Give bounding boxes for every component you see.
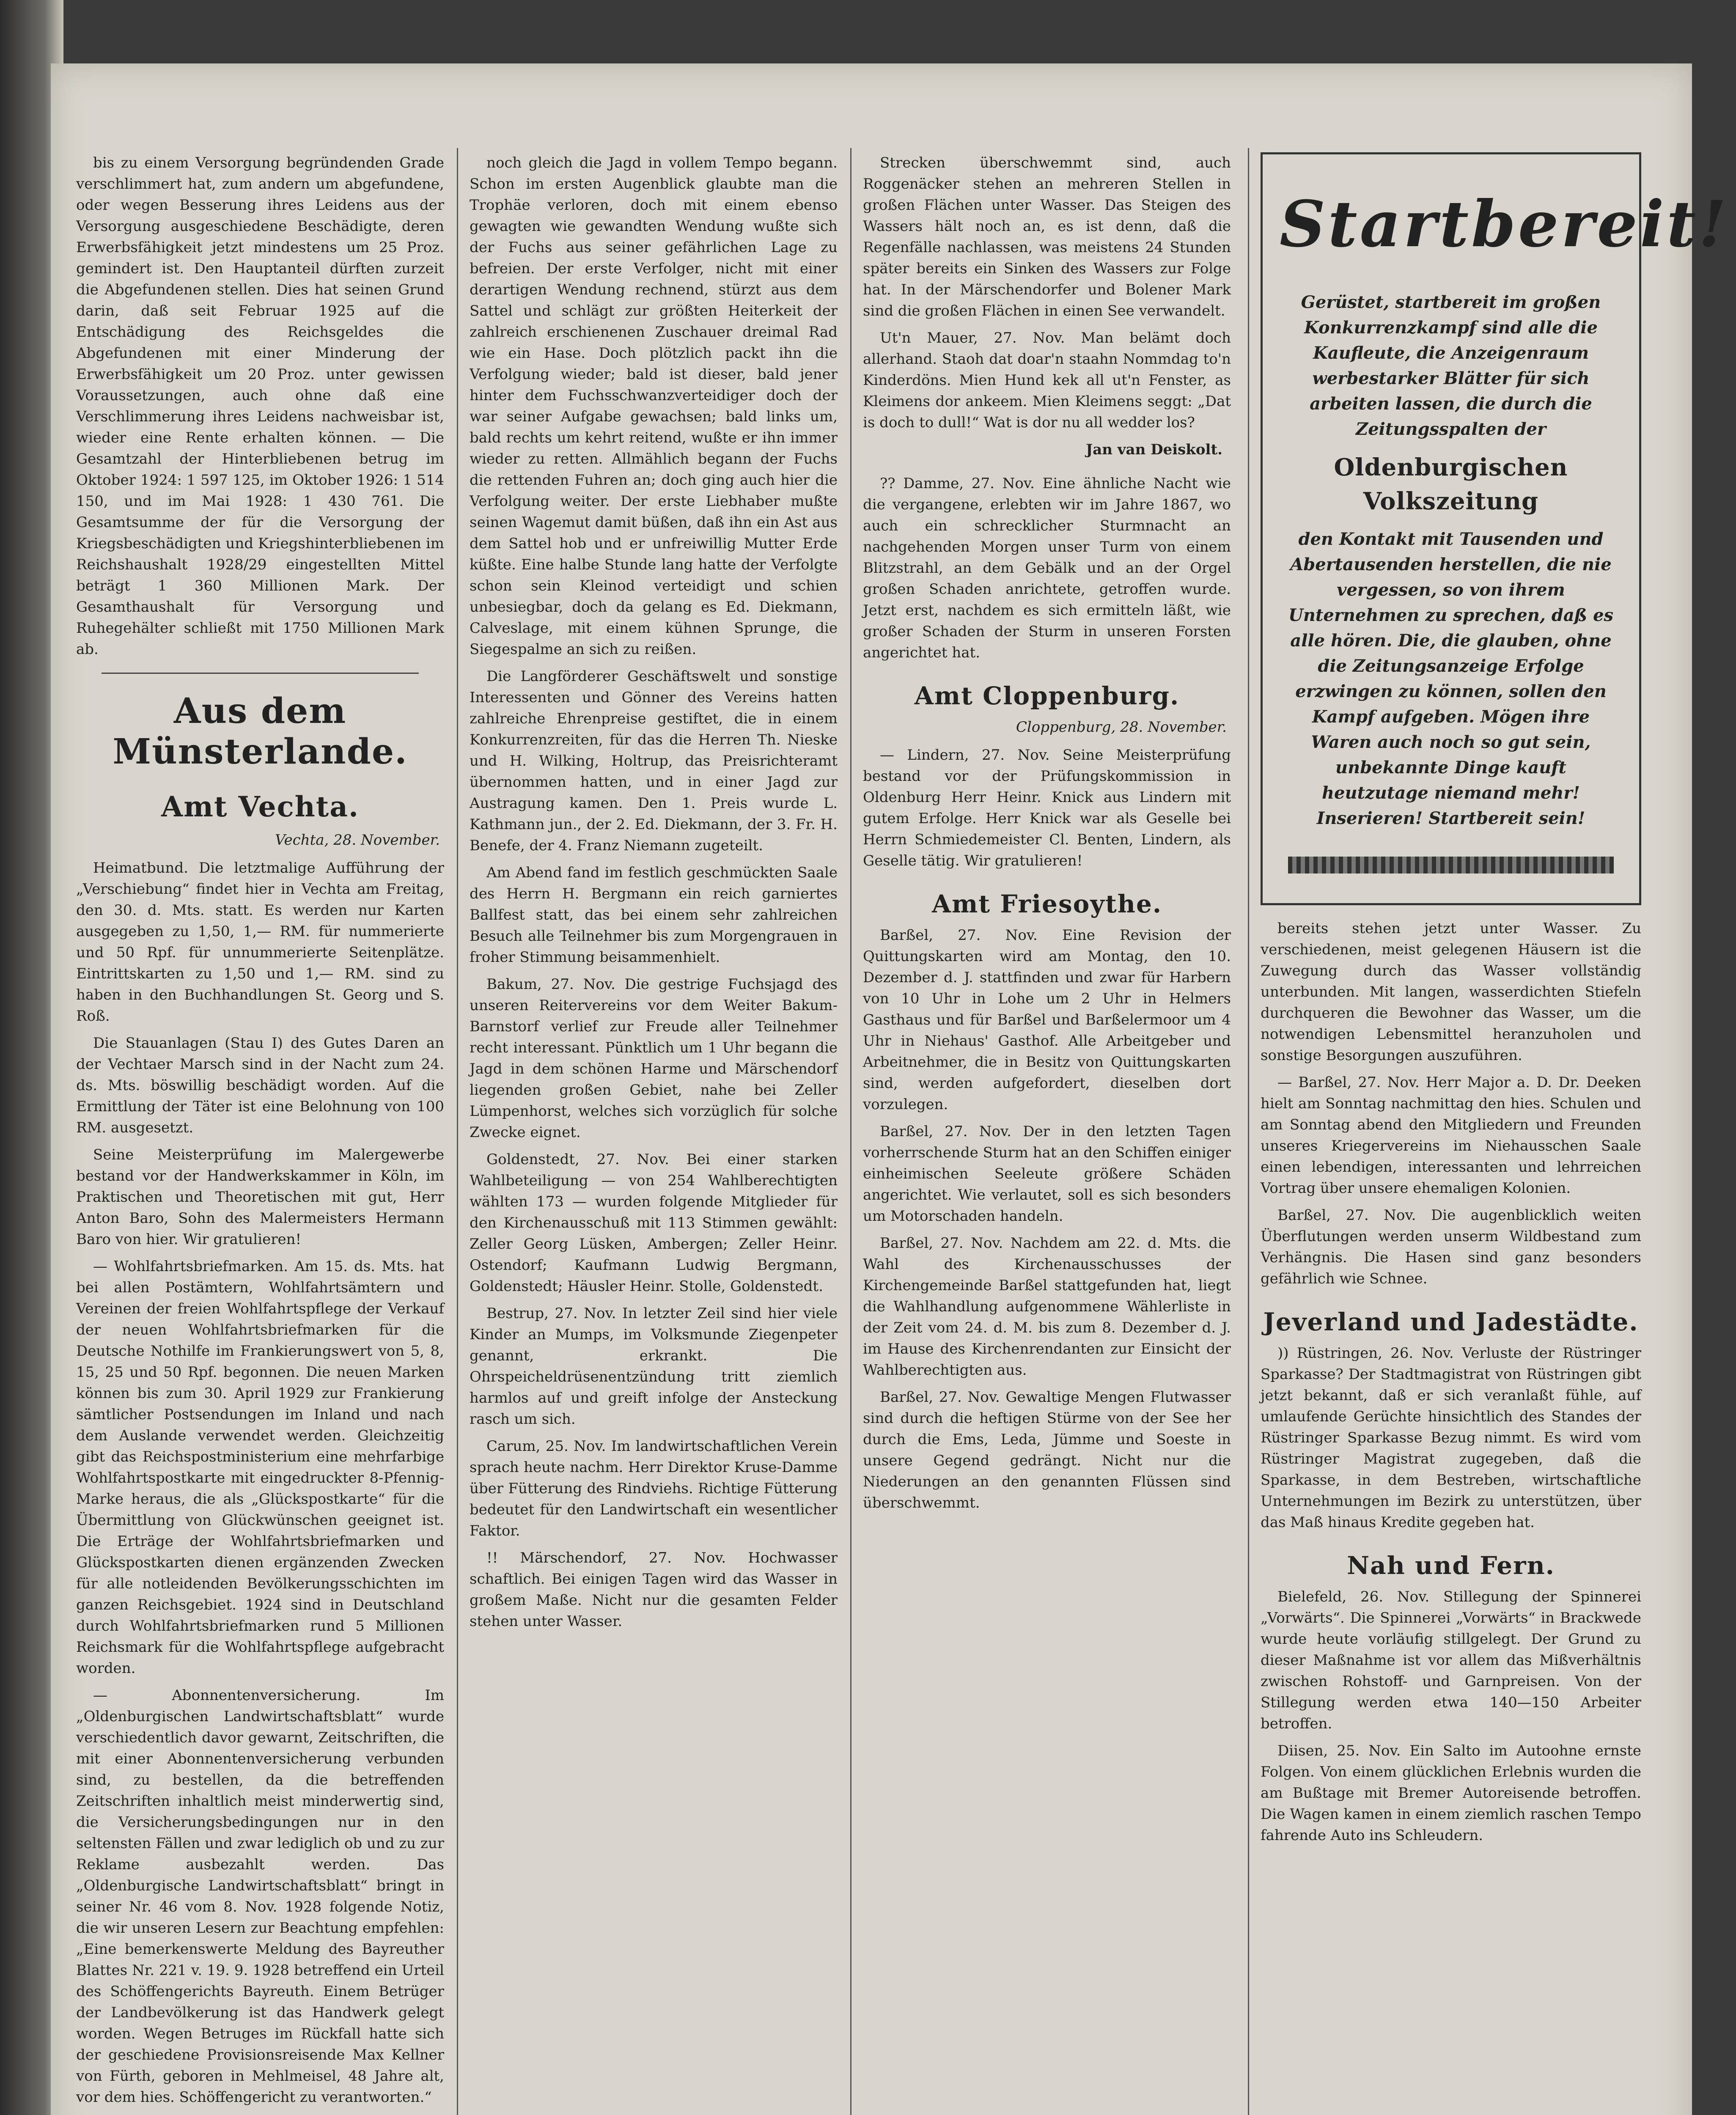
- news-item: Bielefeld, 26. Nov. Stillegung der Spinnerei „Vorwärts“. Die Spinnerei „Vorwärts“ in Brackwede wurde heute vorläufig stillgelegt. Der Grund zu dieser Maßnahme ist vor allem das Mißverhältnis zwischen Rohstoff- und Garnpreisen. Von der Stillegung werden etwa 140—150 Arbeiter betroffen.: [1261, 1588, 1641, 1732]
- news-item: Goldenstedt, 27. Nov. Bei einer starken Wahlbeteiligung — von 254 Wahlberechtigten wählten 173 — wurden folgende Mitglieder für den Kirchenausschuß mit 113 Stimmen gewählt: Zeller Georg Lüsken, Ambergen; Zeller Heinr. Ostendorf; Kaufmann Ludwig Bergmann, Goldenstedt; Häusler Heinr. Stolle, Goldenstedt.: [470, 1151, 838, 1295]
- ad-text: den Kontakt mit Tausenden und Abertausenden herstellen, die nie vergessen, so von ihrem Unternehmen zu sprechen, daß es alle hören. Die, die glauben, ohne die Zeitungsanzeige Erfolge erzwingen zu können, sollen den Kampf aufgeben. Mögen ihre Waren auch noch so gut sein, unbekannte Dinge kauft heutzutage niemand mehr! Inserieren! Startbereit sein!: [1288, 529, 1614, 828]
- news-item: Carum, 25. Nov. Im landwirtschaftlichen Verein sprach heute nachm. Herr Direktor Kruse-Damme über Fütterung des Rindviehs. Richtige Fütterung bedeutet für den Landwirtschaft ein wesentlicher Faktor.: [470, 1438, 838, 1539]
- column-rule: [1248, 148, 1249, 2115]
- news-item: bereits stehen jetzt unter Wasser. Zu verschiedenen, meist gelegenen Häusern ist die Zuwegung durch das Wasser vollständig unterbunden. Mit langen, wasserdichten Stiefeln durchqueren die Bewohner das Wasser, um die notwendigen Lebensmittel heranzuholen und sonstige Besorgungen auszuführen.: [1261, 920, 1641, 1064]
- subsection-heading: Amt Friesoythe.: [931, 890, 1162, 918]
- news-item: Barßel, 27. Nov. Eine Revision der Quittungskarten wird am Montag, den 10. Dezember d. J. stattfinden und zwar für Harbern von 10 Uhr in Lohe um 2 Uhr in Helmers Gasthaus und für Barßel und Barßelermoor um 4 Uhr in Niehaus' Gasthof. Alle Arbeitgeber und Arbeitnehmer, die in Besitz von Quittungskarten sind, werden aufgefordert, dieselben dort vorzulegen.: [863, 927, 1231, 1113]
- dateline: Cloppenburg, 28. November.: [1016, 719, 1227, 736]
- news-item: Die Langförderer Geschäftswelt und sonstige Interessenten und Gönner des Vereins hatten zahlreiche Ehrenpreise gestiftet, die in einem Konkurrenzreiten, für das die Herren Th. Nieske und H. Wilking, Holtrup, das Preisrichteramt übernommen hatten, und in einer Jagd zur Austragung kamen. Den 1. Preis wurde L. Kathmann jun., der 2. Ed. Diekmann, der 3. Fr. H. Benefe, der 4. Franz Niemann zugeteilt.: [470, 668, 838, 854]
- subsection-heading: Amt Vechta.: [161, 790, 360, 823]
- news-item: — Barßel, 27. Nov. Herr Major a. D. Dr. Deeken hielt am Sonntag nachmittag den hies. Schulen und am Sonntag abend den Mitgliedern und Freunden unseres Kriegervereins im Niehausschen Saale einen lebendigen, interessanten und lehrreichen Vortrag über unsere ehemaligen Kolonien.: [1261, 1074, 1641, 1197]
- news-item: noch gleich die Jagd in vollem Tempo begann. Schon im ersten Augenblick glaubte man die Trophäe verloren, doch mit einem ebenso gewagten wie gewandten Wendung wußte sich der Fuchs aus seiner gefährlichen Lage zu befreien. Der erste Verfolger, nicht mit einer derartigen Wendung rechnend, stürzt aus dem Sattel und schlägt zur größten Heiterkeit der zahlreich erschienenen Zuschauer dreimal Rad wie ein Hase. Doch plötzlich packt ihn die Verfolgung wieder; bald ist dieser, bald jener hinter dem Fuchsschwanzverteidiger doch der war seiner Aufgabe gewachsen; bald links um, bald rechts um kehrt reitend, wußte er ihn immer wieder zu retten. Allmählich begann der Fuchs die rettenden Fuhren an; doch ging auch hier die Verfolgung weiter. Der erste Liebhaber mußte seinen Wagemut damit büßen, daß ihn ein Ast aus dem Sattel hob und er unfreiwillig Mutter Erde küßte. Eine halbe Stunde lang hatte der Verfolgte schon sein Kleinod verteidigt und schien unbesiegbar, doch da gelang es Ed. Diekmann, Calveslage, mit einem kühnen Sprunge, die Siegespalme an sich zu reißen.: [470, 154, 838, 658]
- news-item: Am Abend fand im festlich geschmückten Saale des Herrn H. Bergmann ein reich garniertes Ballfest statt, das bei einem sehr zahlreichen Besuch alle Teilnehmer bis zum Morgengrauen in froher Stimmung beisammenhielt.: [470, 864, 838, 966]
- news-item: Bakum, 27. Nov. Die gestrige Fuchsjagd des unseren Reitervereins vor dem Weiter Bakum-Barnstorf verlief zur Freude aller Teilnehmer recht interessant. Pünktlich um 1 Uhr begann die Jagd in dem schönen Harme und Märschendorf liegenden großen Gebiet, nahe bei Zeller Lümpenhorst, welches sich vorzüglich für solche Zwecke eignet.: [470, 976, 838, 1141]
- dateline: Vechta, 28. November.: [275, 832, 440, 849]
- column-3: [863, 152, 1231, 2115]
- news-item: Seine Meisterprüfung im Malergewerbe bestand vor der Handwerkskammer in Köln, im Praktischen und Theoretischen mit gut, Herr Anton Baro, Sohn des Malermeisters Hermann Baro von hier. Wir gratulieren!: [76, 1146, 444, 1248]
- subsection-heading: Nah und Fern.: [1347, 1551, 1555, 1580]
- newspaper-page: [51, 63, 1729, 2115]
- news-item: Diisen, 25. Nov. Ein Salto im Autoohne ernste Folgen. Von einem glücklichen Erlebnis wurden die am Bußtage mit Bremer Autoreisende betroffen. Die Wagen kamen in einem ziemlich raschen Tempo fahrende Auto ins Schleudern.: [1261, 1742, 1641, 1844]
- column-rule: [850, 148, 852, 2115]
- column-1: [76, 152, 444, 2115]
- news-item: Die Stauanlagen (Stau I) des Gutes Daren an der Vechtaer Marsch sind in der Nacht zum 24. ds. Mts. böswillig beschädigt worden. Auf die Ermittlung der Täter ist eine Belohnung von 100 RM. ausgesetzt.: [76, 1035, 444, 1136]
- subsection-heading: Jeverland und Jadestädte.: [1263, 1307, 1639, 1336]
- ad-brand: Oldenburgischen Volkszeitung: [1334, 453, 1568, 515]
- ad-title: Startbereit!: [1280, 187, 1729, 261]
- divider: [102, 673, 419, 674]
- news-item: — Wohlfahrtsbriefmarken. Am 15. ds. Mts. hat bei allen Postämtern, Wohlfahrtsämtern und Vereinen der freien Wohlfahrtspflege der Verkauf der neuen Wohlfahrtsbriefmarken für die Deutsche Nothilfe im Frankierungswert von 5, 8, 15, 25 und 50 Rpf. begonnen. Die neuen Marken können bis zum 30. April 1929 zur Frankierung sämtlicher Postsendungen im Inland und nach dem Auslande verwendet werden. Gleichzeitig gibt das Reichspostministerium eine mehrfarbige Wohlfahrtspostkarte mit eingedruckter 8-Pfennig-Marke heraus, die als „Glückspostkarte“ für die Übermittlung von Glückwünschen geeignet ist. Die Erträge der Wohlfahrtsbriefmarken und Glückspostkarten dienen ergänzenden Zwecken für alle notleidenden Bevölkerungsschichten im ganzen Reichsgebiet. 1924 sind in Deutschland durch Wohlfahrtsbriefmarken rund 5 Millionen Reichsmark für die Wohlfahrtspflege aufgebracht worden.: [76, 1258, 444, 1677]
- news-item: Ut'n Mauer, 27. Nov. Man belämt doch allerhand. Staoh dat doar'n staahn Nommdag to'n Kinderdöns. Mien Hund kek all ut'n Fenster, as Kleimens dor ankeem. Mien Kleimens seggt: „Dat is doch to dull!“ Wat is dor nu all wedder los?: [863, 330, 1231, 431]
- news-item: Barßel, 27. Nov. Nachdem am 22. d. Mts. die Wahl des Kirchenausschusses der Kirchengemeinde Barßel stattgefunden hat, liegt die Wahlhandlung aufgenommene Wählerliste in der Zeit vom 24. d. M. bis zum 8. Dezember d. J. im Hause des Kirchenrendanten zur Einsicht der Wahlberechtigten aus.: [863, 1235, 1231, 1379]
- article-continuation: bis zu einem Versorgung begründenden Grade verschlimmert hat, zum andern um abgefundene, oder wegen Besserung ihres Leidens aus der Versorgung ausgeschiedene Beschädigte, deren Erwerbsfähigkeit jetzt mindestens um 25 Proz. gemindert ist. Den Hauptanteil dürften zurzeit die Abgefundenen stellen. Dies hat seinen Grund darin, daß seit Februar 1925 auf die Entschädigung des Reichsgeldes die Abgefundenen mit einer Minderung der Erwerbsfähigkeit um 20 Proz. unter gewissen Voraussetzungen, auch ohne daß eine Verschlimmerung ihres Leidens nachweisbar ist, wieder eine Rente erhalten können. — Die Gesamtzahl der Hinterbliebenen betrug im Oktober 1924: 1 597 125, im Oktober 1926: 1 514 150, und im Mai 1928: 1 430 761. Die Gesamtsumme der für die Versorgung der Kriegsbeschädigten und Kriegshinterbliebenen im Reichshaushalt 1928/29 eingestellten Mittel beträgt 1 360 Millionen Mark. Der Gesamthaushalt für Versorgung und Ruhegehälter schließt mit 1750 Millionen Mark ab.: [76, 154, 444, 658]
- advertisement-box: [1261, 152, 1729, 905]
- author-signature: Jan van Deiskolt.: [1086, 441, 1222, 458]
- news-item: Barßel, 27. Nov. Die augenblicklich weiten Überflutungen werden unserm Wildbestand zum Verhängnis. Die Hasen sind ganz besonders gefährlich wie Schnee.: [1261, 1207, 1641, 1287]
- news-item: — Lindern, 27. Nov. Seine Meisterprüfung bestand vor der Prüfungskommission in Oldenburg Herr Heinr. Knick aus Lindern mit gutem Erfolge. Herr Knick war als Geselle bei Herrn Schmiedemeister Cl. Benten, Lindern, als Geselle tätig. Wir gratulieren!: [863, 747, 1231, 869]
- news-item: )) Rüstringen, 26. Nov. Verluste der Rüstringer Sparkasse? Der Stadtmagistrat von Rüstringen gibt jetzt bekannt, daß er sich veranlaßt fühle, auf umlaufende Gerüchte hinsichtlich des Standes der Rüstringer Sparkasse Bezug nimmt. Es wird vom Rüstringer Magistrat zugegeben, daß die Sparkasse, in dem Bestreben, wirtschaftliche Unternehmungen im Bezirk zu unterstützen, über das Maß hinaus Kredite gegeben hat.: [1261, 1345, 1641, 1531]
- news-item: Barßel, 27. Nov. Gewaltige Mengen Flutwasser sind durch die heftigen Stürme von der See her durch die Ems, Leda, Jümme und Soeste in unsere Gegend gedrängt. Nicht nur die Niederungen an den genannten Flüssen sind überschwemmt.: [863, 1389, 1231, 1511]
- ad-decorative-bar: [1288, 857, 1614, 873]
- news-item: !! Märschendorf, 27. Nov. Hochwasser schaftlich. Bei einigen Tagen wird das Wasser in großem Maße. Nicht nur die gesamten Felder stehen unter Wasser.: [470, 1549, 838, 1630]
- news-item: ?? Damme, 27. Nov. Eine ähnliche Nacht wie die vergangene, erlebten wir im Jahre 1867, wo auch ein schrecklicher Sturmnacht an nachgehenden Morgen unser Turm von einem Blitzstrahl, an dem Gebälk und an der Orgel großen Schaden anrichtete, getroffen wurde. Jetzt erst, nachdem es sich ermitteln läßt, wie großer Schaden der Sturm in unseren Forsten angerichtet hat.: [863, 475, 1231, 661]
- news-item: Strecken überschwemmt sind, auch Roggenäcker stehen an mehreren Stellen in großen Flächen unter Wasser. Das Steigen des Wassers hält noch an, es ist denn, daß die Regenfälle nachlassen, was meistens 24 Stunden später bereits ein Sinken des Wassers zur Folge hat. In der Märschendorfer und Bolener Mark sind die großen Flächen in einen See verwandelt.: [863, 154, 1231, 319]
- subsection-heading: Amt Cloppenburg.: [914, 681, 1180, 710]
- column-4: [1261, 152, 1729, 2115]
- news-item: Heimatbund. Die letztmalige Aufführung der „Verschiebung“ findet hier in Vechta am Freitag, den 30. d. Mts. statt. Es werden nur Karten ausgegeben zu 1,50, 1,— RM. für nummerierte und 50 Rpf. für unnummerierte Seitenplätze. Eintrittskarten zu 1,50 und 1,— RM. sind zu haben in den Buchhandlungen St. Georg und S. Roß.: [76, 860, 444, 1025]
- news-item: Bestrup, 27. Nov. In letzter Zeil sind hier viele Kinder an Mumps, im Volksmunde Ziegenpeter genannt, erkrankt. Die Ohrspeicheldrüsenentzündung tritt ziemlich harmlos auf und greift infolge der Ansteckung rasch um sich.: [470, 1305, 838, 1428]
- news-item: Barßel, 27. Nov. Der in den letzten Tagen vorherrschende Sturm hat an den Schiffen einiger einheimischen Seeleute größere Schäden angerichtet. Wie verlautet, soll es sich besonders um Motorschaden handeln.: [863, 1123, 1231, 1225]
- news-item: — Abonnentenversicherung. Im „Oldenburgischen Landwirtschaftsblatt“ wurde verschiedentlich davor gewarnt, Zeitschriften, die mit einer Abonnentenversicherung verbunden sind, zu bestellen, da die betreffenden Zeitschriften inhaltlich meist minderwertig sind, die Versicherungsbedingungen nur in den seltensten Fällen und zwar lediglich ob und zu zur Reklame ausbezahlt werden. Das „Oldenburgische Landwirtschaftsblatt“ bringt in seiner Nr. 46 vom 8. Nov. 1928 folgende Notiz, die wir unseren Lesern zur Beachtung empfehlen: „Eine bemerkenswerte Meldung des Bayreuther Blattes Nr. 221 v. 19. 9. 1928 betreffend ein Urteil des Schöffengerichts Bayreuth. Einem Betrüger der Landbevölkerung ist das Handwerk gelegt worden. Wegen Betruges im Rückfall hatte sich der geschiedene Provisionsreisende Max Kellner von Fürth, geboren in Mehlmeisel, 48 Jahre alt, vor dem hies. Schöffengericht zu verantworten.“: [76, 1687, 444, 2106]
- section-heading: Aus dem Münsterlande.: [113, 691, 408, 772]
- column-2: [470, 152, 838, 2115]
- column-rule: [457, 148, 458, 2115]
- ad-text: Gerüstet, startbereit im großen Konkurrenzkampf sind alle die Kaufleute, die Anzeigenraum werbestarker Blätter für sich arbeiten lassen, die durch die Zeitungsspalten der: [1301, 292, 1601, 439]
